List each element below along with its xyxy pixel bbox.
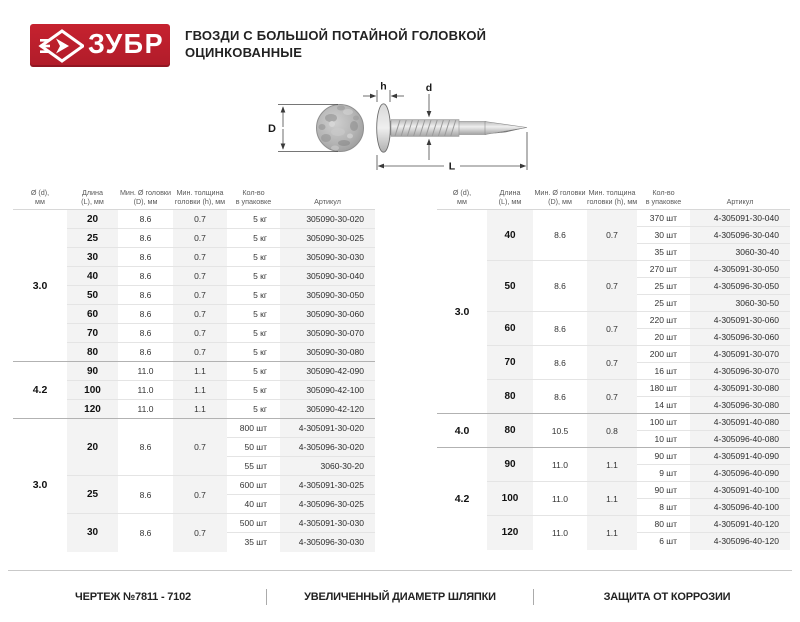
head-thickness-cell: 0.7 [173, 267, 227, 286]
spec-table-left [13, 188, 375, 552]
head-thickness-cell: 0.7 [173, 419, 227, 476]
diameter-cell: 4.2 [13, 362, 67, 419]
label-L: L [448, 160, 456, 173]
table-row [13, 343, 375, 362]
column-header: Мин. толщина головки (h), мм [173, 188, 227, 210]
sku-cell: 4-305091-40-080 [690, 414, 790, 431]
length-cell: 50 [487, 261, 533, 312]
table-row [437, 210, 790, 227]
sku-cell: 3060-30-50 [690, 295, 790, 312]
table-row [13, 286, 375, 305]
sku-cell: 305090-42-100 [280, 381, 375, 400]
sku-cell: 305090-30-070 [280, 324, 375, 343]
head-diameter-cell: 8.6 [118, 305, 173, 324]
pack-qty-cell: 20 шт [637, 329, 690, 346]
sku-cell: 305090-30-030 [280, 248, 375, 267]
logo-text: ЗУБР [88, 28, 165, 60]
zubr-arrow-icon [38, 29, 84, 63]
head-diameter-cell: 8.6 [118, 248, 173, 267]
length-cell: 100 [67, 381, 118, 400]
pack-qty-cell: 5 кг [227, 267, 280, 286]
pack-qty-cell: 8 шт [637, 499, 690, 516]
head-thickness-cell: 0.7 [587, 261, 637, 312]
table-row [13, 229, 375, 248]
table-row [13, 324, 375, 343]
column-header: Ø (d), мм [13, 188, 67, 210]
pack-qty-cell: 6 шт [637, 533, 690, 550]
head-thickness-cell: 0.7 [587, 210, 637, 261]
column-header: Длина (L), мм [67, 188, 118, 210]
sku-cell: 4-305096-30-040 [690, 227, 790, 244]
length-cell: 60 [487, 312, 533, 346]
pack-qty-cell: 80 шт [637, 516, 690, 533]
pack-qty-cell: 5 кг [227, 248, 280, 267]
sku-cell: 4-305096-30-025 [280, 495, 375, 514]
table-row [13, 476, 375, 495]
pack-qty-cell: 5 кг [253, 214, 267, 224]
pack-qty-cell: 16 шт [637, 363, 690, 380]
table-row [13, 248, 375, 267]
length-cell: 50 [67, 286, 118, 305]
head-thickness-cell: 0.7 [587, 346, 637, 380]
length-cell: 80 [487, 414, 533, 448]
diameter-cell: 4.0 [437, 414, 487, 448]
pack-qty-cell: 180 шт [637, 380, 690, 397]
column-header: Мин. Ø головки (D), мм [118, 188, 173, 210]
sku-cell: 305090-30-025 [280, 229, 375, 248]
column-header: Кол-во в упаковке [227, 188, 280, 210]
header-row [437, 188, 790, 210]
pack-qty-cell: 220 шт [637, 312, 690, 329]
head-diameter-cell: 8.6 [118, 229, 173, 248]
head-diameter-cell: 8.6 [118, 343, 173, 362]
head-diameter-cell: 11.0 [118, 362, 173, 381]
sku-cell: 305090-30-020 [280, 210, 375, 229]
pack-qty-cell: 500 шт [227, 514, 280, 533]
pack-qty-cell: 5 кг [227, 286, 280, 305]
head-thickness-cell: 0.7 [173, 305, 227, 324]
sku-cell: 4-305091-30-040 [690, 210, 790, 227]
head-thickness-cell: 0.7 [587, 312, 637, 346]
page-title [185, 27, 486, 61]
head-diameter-cell: 10.5 [533, 414, 587, 448]
length-cell: 90 [67, 362, 118, 381]
head-diameter-cell: 11.0 [118, 381, 173, 400]
sku-cell: 4-305096-30-020 [280, 438, 375, 457]
sku-cell: 3060-30-40 [690, 244, 790, 261]
column-header: Артикул [690, 188, 790, 210]
sku-cell: 4-305096-30-030 [280, 533, 375, 552]
diameter-cell: 4.2 [437, 448, 487, 550]
sku-cell: 4-305096-30-070 [690, 363, 790, 380]
sku-cell: 4-305096-40-100 [690, 499, 790, 516]
head-diameter-cell: 8.6 [118, 286, 173, 305]
pack-qty-cell: 200 шт [637, 346, 690, 363]
pack-qty-cell: 5 кг [227, 400, 280, 419]
table-row [437, 380, 790, 397]
head-diameter-cell: 8.6 [533, 346, 587, 380]
pack-qty-cell: 90 шт [637, 482, 690, 499]
head-thickness-cell: 1.1 [587, 448, 637, 482]
table-row [13, 210, 375, 229]
label-h: h [380, 80, 387, 93]
table-row [437, 448, 790, 465]
pack-qty-cell: 25 шт [637, 278, 690, 295]
sku-cell: 4-305091-40-100 [690, 482, 790, 499]
head-thickness-cell: 0.7 [173, 229, 227, 248]
sku-cell: 305090-42-090 [280, 362, 375, 381]
head-diameter-cell: 11.0 [533, 448, 587, 482]
column-header: Артикул [280, 188, 375, 210]
sku-cell: 4-305091-30-080 [690, 380, 790, 397]
table-row [13, 305, 375, 324]
diameter-cell: 3.0 [454, 305, 470, 318]
footer-item-corrosion: ЗАЩИТА ОТ КОРРОЗИИ [603, 591, 731, 603]
length-cell: 20 [67, 419, 118, 476]
pack-qty-cell: 5 кг [227, 305, 280, 324]
column-header: Мин. Ø головки (D), мм [533, 188, 587, 210]
length-cell: 120 [487, 516, 533, 550]
head-top-view [317, 105, 364, 152]
length-cell: 80 [487, 380, 533, 414]
table-row [437, 346, 790, 363]
pack-qty-cell: 50 шт [227, 438, 280, 457]
head-thickness-cell: 1.1 [173, 381, 227, 400]
length-cell: 40 [67, 267, 118, 286]
diameter-cell: 3.0 [32, 279, 48, 292]
spec-table [437, 188, 790, 550]
head-diameter-cell: 8.6 [118, 267, 173, 286]
sku-cell: 4-305096-40-080 [690, 431, 790, 448]
length-cell: 30 [67, 248, 118, 267]
sku-cell: 4-305096-30-080 [690, 397, 790, 414]
length-cell: 20 [67, 210, 118, 229]
head-diameter-cell: 8.6 [533, 312, 587, 346]
title-line-2: ОЦИНКОВАННЫЕ [185, 45, 303, 60]
table-row [437, 516, 790, 533]
nail-technical-drawing [250, 78, 550, 182]
sku-cell: 4-305096-30-060 [690, 329, 790, 346]
pack-qty-cell: 35 шт [227, 533, 280, 552]
brand-logo [30, 24, 170, 67]
length-cell: 25 [67, 229, 118, 248]
table-row [437, 312, 790, 329]
sku-cell: 4-305091-40-120 [690, 516, 790, 533]
pack-qty-cell: 90 шт [637, 448, 690, 465]
pack-qty-cell: 40 шт [227, 495, 280, 514]
sku-cell: 4-305096-40-120 [690, 533, 790, 550]
length-cell: 80 [67, 343, 118, 362]
sku-cell: 3060-30-20 [280, 457, 375, 476]
head-thickness-cell: 1.1 [587, 516, 637, 550]
head-diameter-cell: 11.0 [118, 400, 173, 419]
head-diameter-cell: 8.6 [118, 324, 173, 343]
head-diameter-cell: 8.6 [533, 261, 587, 312]
pack-qty-cell: 9 шт [637, 465, 690, 482]
footer-item-head-diameter: УВЕЛИЧЕННЫЙ ДИАМЕТР ШЛЯПКИ [304, 591, 496, 603]
head-thickness-cell: 0.8 [587, 414, 637, 448]
table-row [437, 414, 790, 431]
length-cell: 90 [487, 448, 533, 482]
pack-qty-cell: 5 кг [227, 324, 280, 343]
sku-cell: 305090-30-050 [280, 286, 375, 305]
pack-qty-cell: 100 шт [637, 414, 690, 431]
footer-divider [8, 570, 792, 571]
label-d: d [425, 82, 433, 94]
table-row [13, 400, 375, 419]
column-header: Мин. толщина головки (h), мм [587, 188, 637, 210]
spec-table [13, 188, 375, 552]
head-diameter-cell: 8.6 [118, 476, 173, 514]
length-cell: 70 [67, 324, 118, 343]
length-cell: 100 [487, 482, 533, 516]
pack-qty-cell: 10 шт [637, 431, 690, 448]
head-diameter-cell: 11.0 [533, 482, 587, 516]
sku-cell: 305090-30-080 [280, 343, 375, 362]
table-row [13, 362, 375, 381]
diameter-cell: 3.0 [13, 419, 67, 552]
head-thickness-cell: 0.7 [173, 343, 227, 362]
sku-cell: 4-305096-40-090 [690, 465, 790, 482]
head-thickness-cell: 0.7 [173, 286, 227, 305]
sku-cell: 4-305091-30-020 [280, 419, 375, 438]
head-diameter-cell: 8.6 [139, 214, 152, 224]
pack-qty-cell: 5 кг [227, 229, 280, 248]
head-thickness-cell: 0.7 [173, 514, 227, 552]
head-thickness-cell: 0.7 [173, 248, 227, 267]
nail-side-view [377, 104, 527, 152]
pack-qty-cell: 14 шт [637, 397, 690, 414]
column-header: Кол-во в упаковке [637, 188, 690, 210]
pack-qty-cell: 30 шт [637, 227, 690, 244]
sku-cell: 4-305091-30-050 [690, 261, 790, 278]
pack-qty-cell: 5 кг [227, 381, 280, 400]
pack-qty-cell: 5 кг [227, 362, 280, 381]
head-thickness-cell: 1.1 [587, 482, 637, 516]
column-header: Длина (L), мм [487, 188, 533, 210]
sku-cell: 305090-42-120 [280, 400, 375, 419]
head-diameter-cell: 8.6 [118, 419, 173, 476]
head-diameter-cell: 11.0 [533, 516, 587, 550]
sku-cell: 4-305091-30-070 [690, 346, 790, 363]
table-row [13, 267, 375, 286]
length-cell: 40 [487, 210, 533, 261]
head-thickness-cell: 0.7 [587, 380, 637, 414]
pack-qty-cell: 35 шт [637, 244, 690, 261]
title-line-1: ГВОЗДИ С БОЛЬШОЙ ПОТАЙНОЙ ГОЛОВКОЙ [185, 28, 487, 43]
pack-qty-cell: 25 шт [637, 295, 690, 312]
length-cell: 30 [67, 514, 118, 552]
sku-cell: 4-305091-30-060 [690, 312, 790, 329]
sku-cell: 4-305091-40-090 [690, 448, 790, 465]
head-thickness-cell: 0.7 [173, 210, 227, 229]
head-diameter-cell: 8.6 [533, 380, 587, 414]
sku-cell: 4-305091-30-030 [280, 514, 375, 533]
spec-table-right [437, 188, 790, 550]
pack-qty-cell: 55 шт [227, 457, 280, 476]
length-cell: 120 [67, 400, 118, 419]
head-thickness-cell: 1.1 [173, 400, 227, 419]
pack-qty-cell: 800 шт [227, 419, 280, 438]
length-cell: 25 [67, 476, 118, 514]
header-row [13, 188, 375, 210]
sku-cell: 4-305091-30-025 [280, 476, 375, 495]
table-row [437, 482, 790, 499]
table-row [13, 419, 375, 438]
sku-cell: 305090-30-060 [280, 305, 375, 324]
pack-qty-cell: 370 шт [649, 213, 677, 223]
label-D: D [268, 123, 276, 135]
column-header: Ø (d), мм [437, 188, 487, 210]
sku-cell: 305090-30-040 [280, 267, 375, 286]
footer [0, 582, 800, 612]
length-cell: 60 [67, 305, 118, 324]
table-row [13, 381, 375, 400]
pack-qty-cell: 270 шт [637, 261, 690, 278]
pack-qty-cell: 600 шт [227, 476, 280, 495]
pack-qty-cell: 5 кг [227, 343, 280, 362]
head-thickness-cell: 0.7 [173, 476, 227, 514]
head-diameter-cell: 8.6 [554, 230, 566, 240]
table-row [13, 514, 375, 533]
head-thickness-cell: 1.1 [173, 362, 227, 381]
head-diameter-cell: 8.6 [118, 514, 173, 552]
table-row [437, 261, 790, 278]
head-thickness-cell: 0.7 [173, 324, 227, 343]
sku-cell: 4-305096-30-050 [690, 278, 790, 295]
footer-item-drawing-number: ЧЕРТЕЖ №7811 - 7102 [75, 591, 191, 603]
length-cell: 70 [487, 346, 533, 380]
